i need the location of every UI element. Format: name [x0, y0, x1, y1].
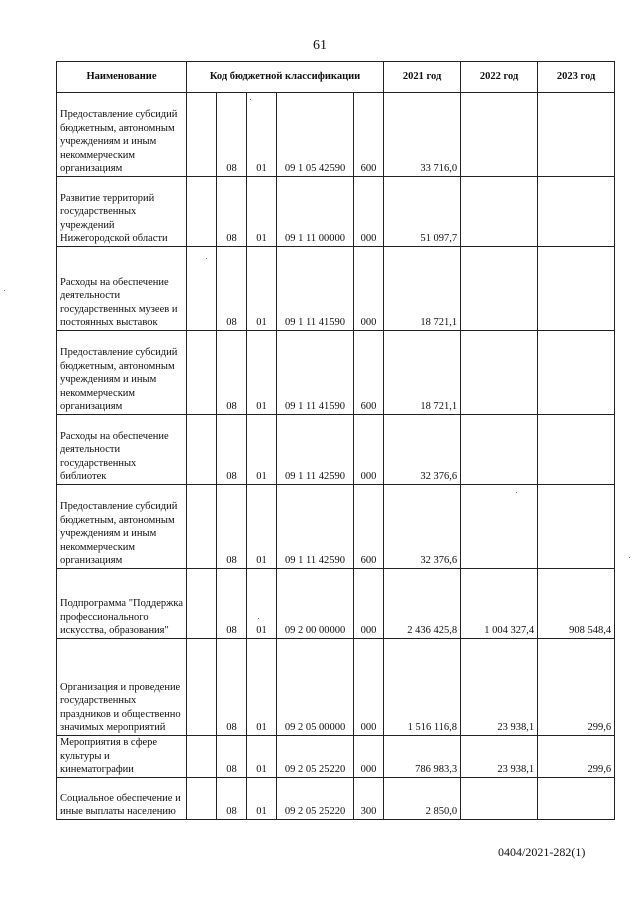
- code-target-article: 09 2 05 25220: [277, 736, 354, 778]
- budget-table: [56, 61, 615, 820]
- table-row: [57, 247, 615, 331]
- code-section: 08: [217, 247, 247, 331]
- amount-2021: 2 850,0: [384, 778, 461, 820]
- amount-2021: 1 516 116,8: [384, 639, 461, 736]
- amount-2021: 18 721,1: [384, 247, 461, 331]
- amount-2022: 1 004 327,4: [461, 569, 538, 639]
- table-row: [57, 778, 615, 820]
- code-section: 08: [217, 415, 247, 485]
- table-row: [57, 177, 615, 247]
- header-2021: 2021 год: [384, 62, 461, 93]
- table-header-row: [57, 62, 615, 93]
- amount-2022: 23 938,1: [461, 639, 538, 736]
- code-subsection: 01: [247, 485, 277, 569]
- amount-2021: 2 436 425,8: [384, 569, 461, 639]
- page-number: 61: [313, 38, 327, 53]
- code-expense-type: 000: [354, 177, 384, 247]
- code-section: 08: [217, 485, 247, 569]
- row-name: Предоставление субсидий бюджетным, автономным учреждениям и иным некоммерческим организациям: [57, 93, 187, 177]
- amount-2023: [538, 177, 615, 247]
- code-cell-empty: [187, 569, 217, 639]
- code-expense-type: 000: [354, 736, 384, 778]
- code-subsection: 01: [247, 247, 277, 331]
- code-expense-type: 000: [354, 639, 384, 736]
- amount-2023: [538, 778, 615, 820]
- row-name: Предоставление субсидий бюджетным, автономным учреждениям и иным некоммерческим организациям: [57, 485, 187, 569]
- document-code: 0404/2021-282(1): [498, 845, 586, 859]
- amount-2022: [461, 331, 538, 415]
- amount-2022: [461, 485, 538, 569]
- code-subsection: 01: [247, 569, 277, 639]
- table-row: [57, 639, 615, 736]
- code-target-article: 09 1 11 42590: [277, 415, 354, 485]
- code-cell-empty: [187, 639, 217, 736]
- code-target-article: 09 2 05 25220: [277, 778, 354, 820]
- row-name: Развитие территорий государственных учреждений Нижегородской области: [57, 177, 187, 247]
- amount-2022: [461, 177, 538, 247]
- amount-2022: [461, 247, 538, 331]
- code-section: 08: [217, 177, 247, 247]
- code-expense-type: 000: [354, 247, 384, 331]
- code-subsection: 01: [247, 415, 277, 485]
- code-expense-type: 000: [354, 415, 384, 485]
- row-name: Расходы на обеспечение деятельности государственных библиотек: [57, 415, 187, 485]
- code-subsection: 01: [247, 778, 277, 820]
- row-name: Мероприятия в сфере культуры и кинематографии: [57, 736, 187, 778]
- amount-2021: 18 721,1: [384, 331, 461, 415]
- amount-2022: [461, 93, 538, 177]
- code-cell-empty: [187, 247, 217, 331]
- header-2023: 2023 год: [538, 62, 615, 93]
- code-section: 08: [217, 778, 247, 820]
- code-subsection: 01: [247, 736, 277, 778]
- code-expense-type: 600: [354, 331, 384, 415]
- code-cell-empty: [187, 177, 217, 247]
- amount-2021: 786 983,3: [384, 736, 461, 778]
- header-2022: 2022 год: [461, 62, 538, 93]
- amount-2022: [461, 778, 538, 820]
- code-cell-empty: [187, 736, 217, 778]
- code-subsection: 01: [247, 93, 277, 177]
- amount-2023: [538, 93, 615, 177]
- code-expense-type: 300: [354, 778, 384, 820]
- code-section: 08: [217, 331, 247, 415]
- code-target-article: 09 2 05 00000: [277, 639, 354, 736]
- scan-speck: [4, 290, 5, 291]
- scan-speck: [206, 258, 207, 259]
- amount-2023: [538, 247, 615, 331]
- code-target-article: 09 1 05 42590: [277, 93, 354, 177]
- amount-2021: 32 376,6: [384, 415, 461, 485]
- scan-speck: [258, 618, 259, 619]
- amount-2023: 299,6: [538, 736, 615, 778]
- table-row: [57, 93, 615, 177]
- amount-2021: 32 376,6: [384, 485, 461, 569]
- code-subsection: 01: [247, 331, 277, 415]
- code-target-article: 09 2 00 00000: [277, 569, 354, 639]
- header-budget-code: Код бюджетной классификации: [187, 62, 384, 93]
- code-expense-type: 600: [354, 485, 384, 569]
- code-cell-empty: [187, 778, 217, 820]
- amount-2021: 51 097,7: [384, 177, 461, 247]
- scan-speck: [250, 99, 251, 100]
- code-expense-type: 000: [354, 569, 384, 639]
- amount-2023: 908 548,4: [538, 569, 615, 639]
- code-subsection: 01: [247, 639, 277, 736]
- code-target-article: 09 1 11 41590: [277, 247, 354, 331]
- table-row: [57, 415, 615, 485]
- code-expense-type: 600: [354, 93, 384, 177]
- code-section: 08: [217, 639, 247, 736]
- scan-speck: [516, 492, 517, 493]
- code-section: 08: [217, 93, 247, 177]
- amount-2021: 33 716,0: [384, 93, 461, 177]
- amount-2023: [538, 415, 615, 485]
- row-name: Организация и проведение государственных праздников и общественно значимых мероприятий: [57, 639, 187, 736]
- code-section: 08: [217, 569, 247, 639]
- row-name: Расходы на обеспечение деятельности государственных музеев и постоянных выставок: [57, 247, 187, 331]
- table-row: [57, 569, 615, 639]
- table-row: [57, 736, 615, 778]
- code-target-article: 09 1 11 00000: [277, 177, 354, 247]
- amount-2022: [461, 415, 538, 485]
- header-name: Наименование: [57, 62, 187, 93]
- table-row: [57, 485, 615, 569]
- amount-2023: [538, 485, 615, 569]
- row-name: Подпрограмма "Поддержка профессионального искусства, образования": [57, 569, 187, 639]
- code-cell-empty: [187, 415, 217, 485]
- row-name: Предоставление субсидий бюджетным, автономным учреждениям и иным некоммерческим организациям: [57, 331, 187, 415]
- row-name: Социальное обеспечение и иные выплаты населению: [57, 778, 187, 820]
- amount-2022: 23 938,1: [461, 736, 538, 778]
- code-target-article: 09 1 11 42590: [277, 485, 354, 569]
- table-row: [57, 331, 615, 415]
- amount-2023: 299,6: [538, 639, 615, 736]
- amount-2023: [538, 331, 615, 415]
- code-cell-empty: [187, 331, 217, 415]
- code-section: 08: [217, 736, 247, 778]
- code-subsection: 01: [247, 177, 277, 247]
- code-cell-empty: [187, 93, 217, 177]
- scan-speck: [629, 557, 630, 558]
- code-cell-empty: [187, 485, 217, 569]
- code-target-article: 09 1 11 41590: [277, 331, 354, 415]
